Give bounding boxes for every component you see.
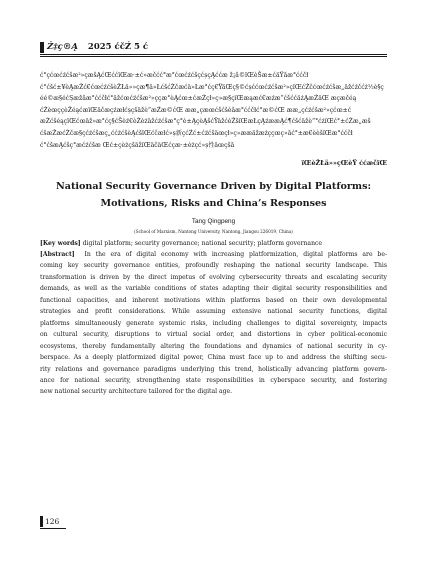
editor-note: ïŒèŽŁä»»çŒèŸ ććæčïŒ: [301, 159, 387, 167]
abstract-line: berspace. As a deeply platformized digital power, China must face up to and address the shifting secu-: [40, 354, 387, 362]
footer-rule: [40, 528, 66, 529]
abstract-label: [Abstract]: [40, 251, 75, 258]
abstract-line: on cultural security, disruptions to virtual social order, and distortions in cyber political-economic: [40, 331, 387, 339]
abstract-line: ecosystems, thereby fundamentally altering the foundations and dynamics of national security in cy-: [40, 342, 387, 350]
title-line-1: National Security Governance Driven by Digital Platforms:: [55, 181, 372, 192]
abstract-line: demands, as well as the variable conditions of states adapting their digital security responsibilities and: [40, 285, 387, 293]
abstract-line-first: [40, 249, 387, 260]
issue-info: 2025 ćčŹ 5 ć: [87, 42, 149, 52]
author-name: Tang Qingpeng: [191, 218, 236, 225]
abstract-text-first: In the era of digital economy with increasing platformization, digital platforms are be-: [84, 251, 388, 258]
title-line-2: Motivations, Risks and China’s Responses: [100, 198, 327, 209]
cn-line: éé©æ§éćȘæžăæ°ććčłć°äžćœćźćšæ²»ççæ°èĄćœ±ćæŻçł»ç»æ§çïŒæąæć€æźæ”ćšććäżĄæŻäŒ æçæčéą: [40, 95, 357, 103]
header-rule-top: [40, 54, 387, 55]
header-marker: [40, 42, 44, 53]
english-title: [40, 178, 387, 212]
cn-line: ć°ćšć±¥èĄæŽć€ćœćźćšèŽŁä»»çæ¶ä»ŁćšćŻčæćä»Łæ°ćç€ŸäŒç§©ćșććœćźćšæ²»çïŒćŻčćœćźćšæ„äžćźčćż½è§ç: [40, 83, 384, 91]
header-rule-bottom: [40, 56, 387, 57]
journal-name: Ż‡ç®Ą: [47, 42, 78, 52]
abstract-line: rity relations and governance paradigms underlying this trend, holistically advancing platform govern-: [40, 365, 387, 373]
chinese-body-text: [40, 70, 387, 151]
abstract-line: ance for national security, strengthening state responsibilities in cyberspace security, and fostering: [40, 376, 387, 384]
page-number: 126: [45, 517, 60, 526]
abstract-line: strategies and profit considerations. While assuming extensive national security functions, digital: [40, 308, 387, 316]
cn-line: ć°ćšæĄćšç°æćźćšæ Œć±çèżçšäžïŒäčäŒćçæ·±èżçć»ș性äœçšă: [40, 141, 235, 149]
page-number-marker: [40, 516, 43, 527]
abstract-line: functional capacities, and inherent motivations within platforms based on their own developmental: [40, 296, 387, 304]
keywords-label: [Key words]: [40, 240, 81, 247]
cn-line: ć°çćœćźćšæ²»çæšĄćŒććïŒæ·±ć»æčćć°æ°ćœćźćšçćșçĄććæ ž¡ă©ïŒèŠæ±ćäŸăæ°ććčł: [40, 72, 309, 79]
cn-line: æŻćšéąçïŒćœäž»æ°ćç§ćŠèź€èŻèżäžćźćšæ°ç°è±ĄçèĄšćŸäžćèŽšïŒæŁçĄźææĄć¶ćšćäžè”°ćżïŒć°±ćŻæ„æš: [40, 118, 371, 126]
cn-line: ćŻèœççèŽéąćæïŒäčæçźæłćșçšäžè”æŹæ©ćŒ ææ„çæœćšćšèăæ°ććčłć°æ©ćŒ ææ„çćźćšæ²»çćœ±ć: [40, 106, 352, 114]
keywords-line: [40, 238, 387, 249]
abstract-line: transformation is driven by the direct impetus of evolving cybersecurity threats and escalating security: [40, 273, 387, 281]
abstract-block: [40, 249, 387, 398]
running-header: [40, 41, 148, 53]
author-affiliation: (School of Marxism, Nantong University, Nantong, Jiangsu 226019, China): [134, 229, 293, 234]
abstract-line: platforms simultaneously generate systemic risks, including challenges to digital sovereignty, impacts: [40, 319, 387, 327]
abstract-line: coming key security governance entities, profoundly reshaping the national security landscape. This: [40, 262, 387, 270]
cn-line: ćšæŽæćŻčæ§çćźćšæç„ććźćšèĄćšïŒćčæłć»ș新çćŹć±ćźćšäœçł»ç»ææäžæżççœç»ăć°±æ€èèšïŒæ°ććčł: [40, 129, 353, 137]
abstract-line: new national security architecture tailored for the digital age.: [40, 388, 233, 396]
keywords-text: digital platform; security governance; national security; platform governance: [82, 240, 323, 247]
